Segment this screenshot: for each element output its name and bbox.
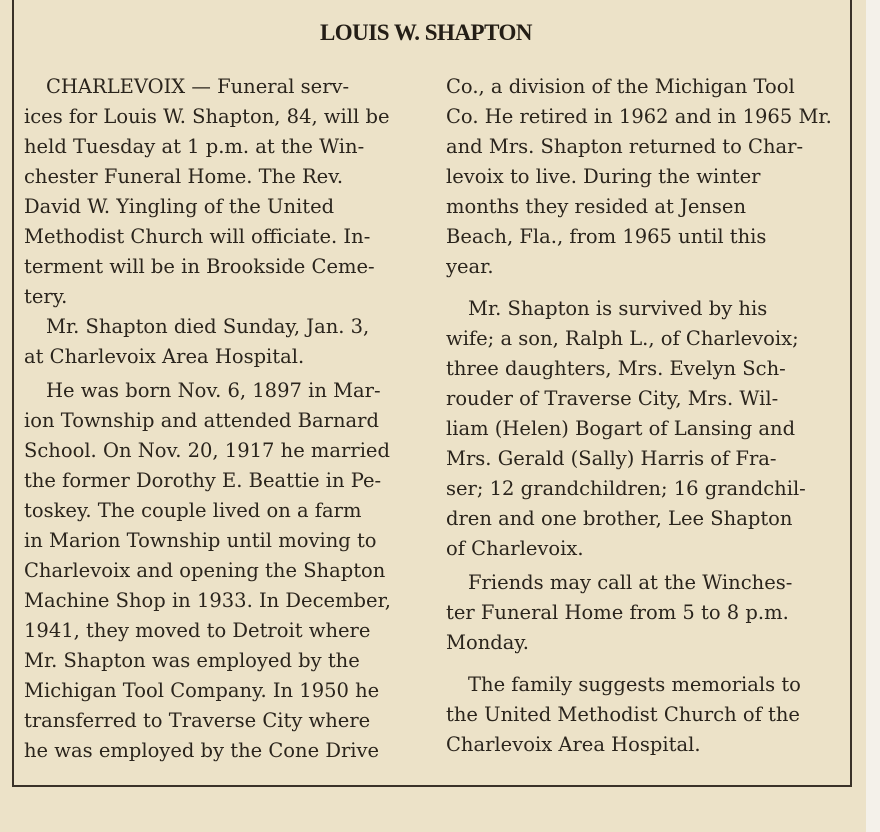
- text-line: months they resided at Jensen: [446, 195, 747, 218]
- text-line: Methodist Church will officiate. In-: [24, 225, 371, 248]
- text-line: of Charlevoix.: [446, 537, 584, 560]
- text-line: ion Township and attended Barnard: [24, 409, 379, 432]
- text-line: tery.: [24, 285, 68, 308]
- text-line: David W. Yingling of the United: [24, 195, 335, 218]
- text-line: Mrs. Gerald (Sally) Harris of Fra-: [446, 447, 777, 470]
- text-line: ices for Louis W. Shapton, 84, will be: [24, 105, 390, 128]
- text-line: Mr. Shapton died Sunday, Jan. 3,: [46, 315, 370, 338]
- text-line: he was employed by the Cone Drive: [24, 739, 380, 762]
- text-line: in Marion Township until moving to: [24, 529, 377, 552]
- text-line: held Tuesday at 1 p.m. at the Win-: [24, 135, 365, 158]
- text-line: year.: [446, 255, 494, 278]
- text-line: Mr. Shapton is survived by his: [468, 297, 768, 320]
- left-column: [24, 72, 422, 766]
- text-line: ter Funeral Home from 5 to 8 p.m.: [446, 601, 789, 624]
- text-line: and Mrs. Shapton returned to Char-: [446, 135, 804, 158]
- text-line: liam (Helen) Bogart of Lansing and: [446, 417, 796, 440]
- text-line: ser; 12 grandchildren; 16 grandchil-: [446, 477, 806, 500]
- text-line: Co. He retired in 1962 and in 1965 Mr.: [446, 105, 832, 128]
- text-line: transferred to Traverse City where: [24, 709, 371, 732]
- text-line: Michigan Tool Company. In 1950 he: [24, 679, 380, 702]
- text-line: the United Methodist Church of the: [446, 703, 800, 726]
- page-edge: [866, 0, 880, 832]
- text-line: toskey. The couple lived on a farm: [24, 499, 362, 522]
- text-line: at Charlevoix Area Hospital.: [24, 345, 305, 368]
- text-line: rouder of Traverse City, Mrs. Wil-: [446, 387, 779, 410]
- text-line: Machine Shop in 1933. In December,: [24, 589, 391, 612]
- obituary-headline: LOUIS W. SHAPTON: [319, 20, 533, 45]
- text-line: CHARLEVOIX — Funeral serv-: [46, 75, 350, 98]
- text-line: terment will be in Brookside Ceme-: [24, 255, 375, 278]
- text-line: chester Funeral Home. The Rev.: [24, 165, 344, 188]
- text-line: Charlevoix and opening the Shapton: [24, 559, 386, 582]
- text-line: dren and one brother, Lee Shapton: [446, 507, 793, 530]
- right-column: [446, 72, 842, 760]
- text-line: 1941, they moved to Detroit where: [24, 619, 371, 642]
- text-line: Charlevoix Area Hospital.: [446, 733, 701, 756]
- text-line: Co., a division of the Michigan Tool: [446, 75, 795, 98]
- text-line: Mr. Shapton was employed by the: [24, 649, 360, 672]
- text-line: three daughters, Mrs. Evelyn Sch-: [446, 357, 786, 380]
- text-line: wife; a son, Ralph L., of Charlevoix;: [446, 327, 799, 350]
- text-line: He was born Nov. 6, 1897 in Mar-: [46, 379, 381, 402]
- text-line: the former Dorothy E. Beattie in Pe-: [24, 469, 382, 492]
- text-line: levoix to live. During the winter: [446, 165, 761, 188]
- text-line: The family suggests memorials to: [468, 673, 801, 696]
- text-line: School. On Nov. 20, 1917 he married: [24, 439, 390, 462]
- text-line: Friends may call at the Winches-: [468, 571, 793, 594]
- text-line: Beach, Fla., from 1965 until this: [446, 225, 767, 248]
- text-line: Monday.: [446, 631, 529, 654]
